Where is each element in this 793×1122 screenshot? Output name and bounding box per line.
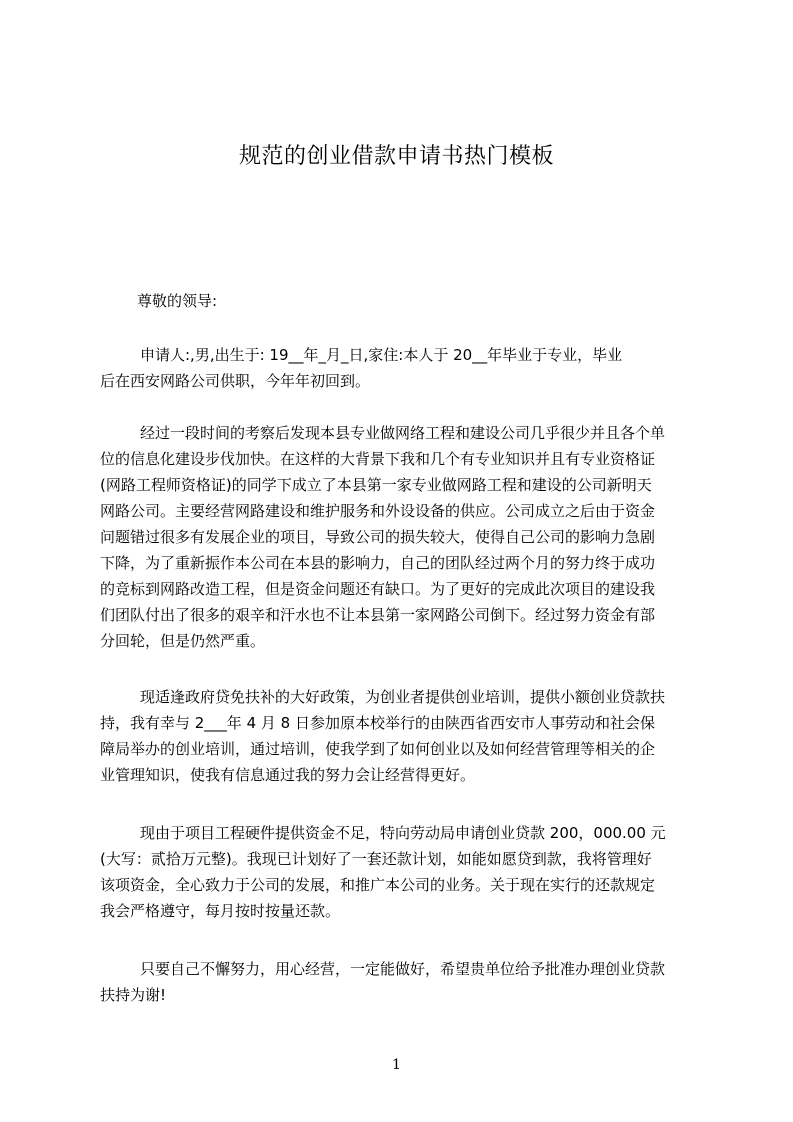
paragraph-policy-training [100,684,700,788]
paragraph-line: 后在西安网路公司供职，今年年初回到。 [100,372,371,390]
paragraph-line: 扶持为谢! [100,986,167,1004]
paragraph-line: 问题错过很多有发展企业的项目，导致公司的损失较大，使得自己公司的影响力急剧 [100,528,656,546]
paragraph-line: (大写：贰拾万元整)。我现已计划好了一套还款计划，如能如愿贷到款，我将管理好 [100,850,652,868]
paragraph-line: 现由于项目工程硬件提供资金不足，特向劳动局申请创业贷款 200，000.00 元 [140,824,666,842]
paragraph-line: 位的信息化建设步伐加快。在这样的大背景下我和几个有专业知识并且有专业资格证 [100,450,656,468]
paragraph-line: 们团队付出了很多的艰辛和汗水也不让本县第一家网路公司倒下。经过努力资金有部 [100,606,656,624]
paragraph-line: 网路公司。主要经营网路建设和维护服务和外设设备的供应。公司成立之后由于资金 [100,502,656,520]
paragraph-closing [100,956,700,1008]
paragraph-line: 只要自己不懈努力，用心经营，一定能做好，希望贵单位给予批准办理创业贷款 [140,960,666,978]
paragraph-applicant-info [100,342,700,394]
paragraph-line: 业管理知识，使我有信息通过我的努力会让经营得更好。 [100,766,476,784]
paragraph-line: 现适逢政府贷免扶补的大好政策，为创业者提供创业培训，提供小额创业贷款扶 [140,688,666,706]
paragraph-line: 经过一段时间的考察后发现本县专业做网络工程和建设公司几乎很少并且各个单 [140,424,666,442]
paragraph-line: 障局举办的创业培训，通过培训，使我学到了如何创业以及如何经营管理等相关的企 [100,740,656,758]
paragraph-line: 我会严格遵守，每月按时按量还款。 [100,902,341,920]
page-number: 1 [392,1057,401,1073]
paragraph-line: 分回轮，但是仍然严重。 [100,632,266,650]
paragraph-line: 申请人:,男,出生于: 19__年_月_日,家住:本人于 20__年毕业于专业，毕业 [140,346,623,364]
paragraph-loan-request [100,820,700,924]
paragraph-line: 下降，为了重新振作本公司在本县的影响力，自己的团队经过两个月的努力终于成功 [100,554,656,572]
paragraph-company-background [100,420,700,654]
salutation: 尊敬的领导: [137,292,218,310]
paragraph-line: 持，我有幸与 2___年 4 月 8 日参加原本校举行的由陕西省西安市人事劳动和社会保 [100,714,655,732]
paragraph-line: (网路工程师资格证)的同学下成立了本县第一家专业做网路工程和建设的公司新明天 [100,476,652,494]
paragraph-line: 的竞标到网路改造工程，但是资金问题还有缺口。为了更好的完成此次项目的建设我 [100,580,656,598]
document-title: 规范的创业借款申请书热门模板 [238,144,554,169]
paragraph-line: 该项资金，全心致力于公司的发展，和推广本公司的业务。关于现在实行的还款规定 [100,876,656,894]
